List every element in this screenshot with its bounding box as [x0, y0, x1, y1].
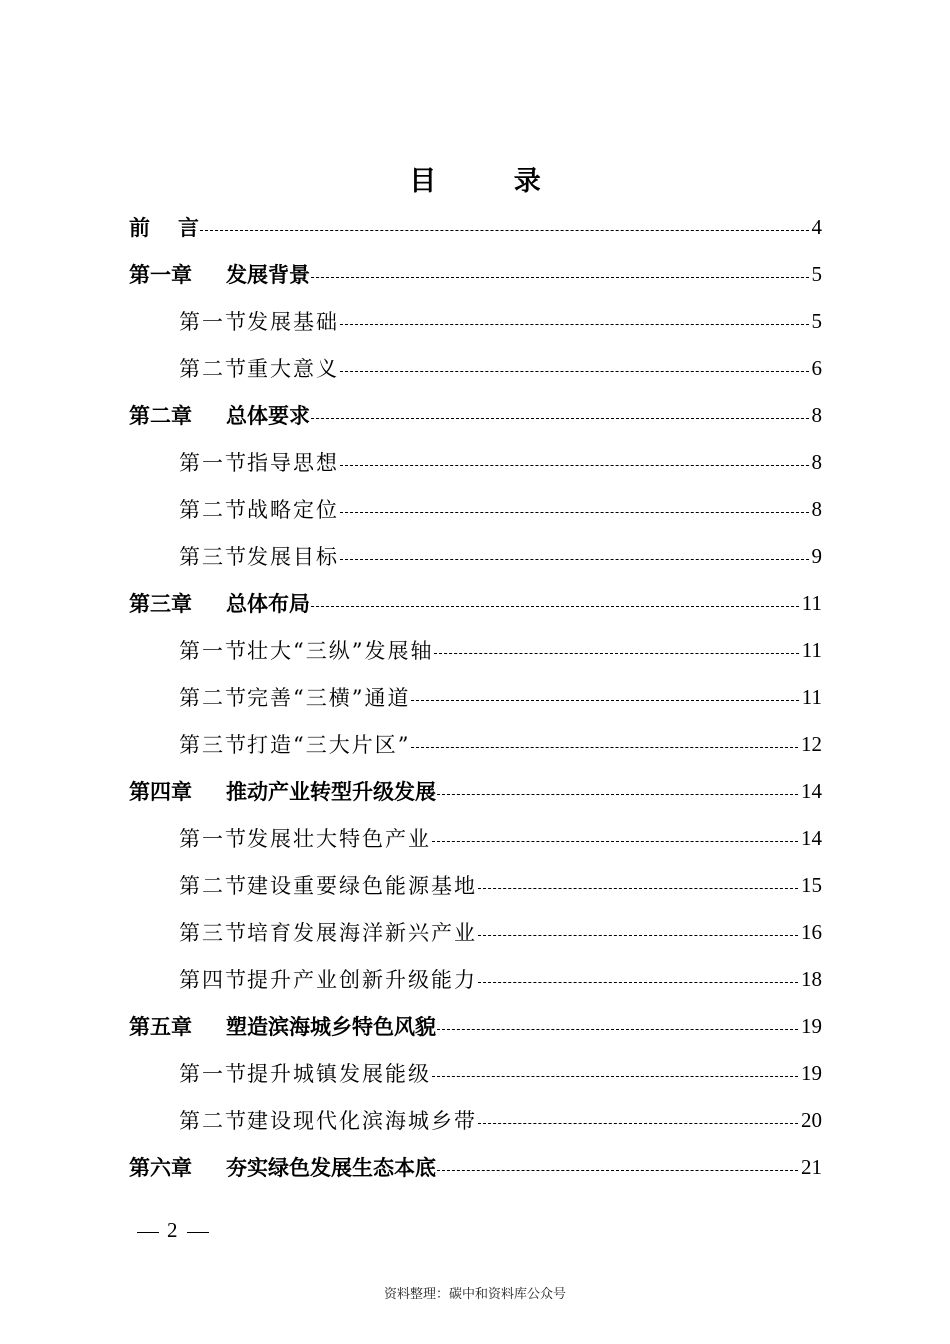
- toc-entry-number: 第二章: [129, 404, 192, 428]
- toc-entry-number: 第二节: [179, 357, 248, 381]
- toc-section-entry[interactable]: [179, 442, 822, 482]
- toc-dot-leader: [200, 230, 809, 231]
- toc-entry-number: 第三节: [179, 733, 248, 757]
- toc-entry-label: [179, 729, 410, 759]
- toc-dot-leader: [478, 935, 798, 936]
- toc-entry-text: 壮大“三纵”发展轴: [247, 639, 434, 663]
- toc-section-entry[interactable]: [179, 865, 822, 905]
- toc-dot-leader: [478, 888, 798, 889]
- toc-entry-label: [179, 823, 431, 853]
- toc-chapter-entry[interactable]: [129, 254, 822, 294]
- toc-entry-label: [179, 635, 433, 665]
- toc-entry-text: 发展基础: [247, 310, 339, 334]
- toc-page-number: 5: [811, 261, 822, 286]
- toc-entry-text: 塑造滨海城乡特色风貌: [226, 1015, 436, 1039]
- toc-page-number: 21: [801, 1154, 822, 1179]
- toc-entry-text: 指导思想: [247, 451, 339, 475]
- toc-entry-label: [129, 776, 436, 806]
- toc-entry-label: [179, 494, 339, 524]
- toc-dot-leader: [340, 371, 809, 372]
- toc-entry-number: 第一章: [129, 263, 192, 287]
- toc-entry-label: [129, 212, 199, 242]
- toc-entry-text: 发展目标: [247, 545, 339, 569]
- toc-entry-label: [179, 917, 477, 947]
- toc-entry-number: 第一节: [179, 310, 248, 334]
- toc-section-entry[interactable]: [179, 959, 822, 999]
- toc-page-number: 5: [811, 308, 822, 333]
- toc-dot-leader: [340, 512, 809, 513]
- toc-entry-number: 第三章: [129, 592, 192, 616]
- toc-page-number: 8: [811, 402, 822, 427]
- toc-chapter-entry[interactable]: [129, 771, 822, 811]
- toc-entry-text: 推动产业转型升级发展: [226, 780, 436, 804]
- toc-entry-label: [179, 964, 477, 994]
- toc-entry-text: 培育发展海洋新兴产业: [247, 921, 477, 945]
- toc-page-number: 15: [801, 872, 822, 897]
- toc-page-number: 11: [801, 684, 822, 709]
- toc-entry-number: 第一节: [179, 1062, 248, 1086]
- toc-entry-label: [179, 306, 339, 336]
- toc-dot-leader: [434, 653, 798, 654]
- toc-entry-text: 建设重要绿色能源基地: [247, 874, 477, 898]
- toc-entry-number: 第二节: [179, 498, 248, 522]
- toc-page-number: 16: [801, 919, 822, 944]
- toc-dot-leader: [478, 982, 798, 983]
- toc-dot-leader: [478, 1123, 798, 1124]
- toc-title: 目 录: [409, 166, 575, 197]
- toc-entry-text: 提升城镇发展能级: [247, 1062, 431, 1086]
- toc-page-number: 4: [811, 214, 822, 239]
- toc-entry-label: [179, 541, 339, 571]
- toc-dot-leader: [311, 277, 809, 278]
- toc-dot-leader: [432, 1076, 798, 1077]
- toc-section-entry[interactable]: [179, 912, 822, 952]
- toc-dot-leader: [340, 465, 809, 466]
- toc-chapter-entry[interactable]: [129, 395, 822, 435]
- toc-page-number: 11: [801, 637, 822, 662]
- toc-entry-label: [129, 259, 310, 289]
- toc-entry-text: 夯实绿色发展生态本底: [226, 1156, 436, 1180]
- toc-section-entry[interactable]: [179, 1053, 822, 1093]
- toc-page-number: 19: [801, 1060, 822, 1085]
- toc-entry-text: 打造“三大片区”: [247, 733, 411, 757]
- toc-entry-text: 发展壮大特色产业: [247, 827, 431, 851]
- toc-entry-number: 第六章: [129, 1156, 192, 1180]
- footer-dash-left: [137, 1232, 159, 1233]
- toc-entry-number: 第四章: [129, 780, 192, 804]
- toc-entry-text: 完善“三横”通道: [247, 686, 411, 710]
- toc-page-number: 12: [801, 731, 822, 756]
- toc-dot-leader: [411, 700, 798, 701]
- toc-entry-number: 第二节: [179, 874, 248, 898]
- toc-page-number: 8: [811, 449, 822, 474]
- toc-section-entry[interactable]: [179, 348, 822, 388]
- toc-chapter-entry[interactable]: [129, 583, 822, 623]
- toc-page-number: 6: [811, 355, 822, 380]
- toc-entry-label: [129, 588, 310, 618]
- toc-entry-text: 建设现代化滨海城乡带: [247, 1109, 477, 1133]
- toc-dot-leader: [437, 1170, 798, 1171]
- toc-section-entry[interactable]: [179, 724, 822, 764]
- toc-entry-label: [129, 400, 310, 430]
- toc-section-entry[interactable]: [179, 1100, 822, 1140]
- toc-entry-number: 第四节: [179, 968, 248, 992]
- toc-page-number: 9: [811, 543, 822, 568]
- toc-entry-label: [129, 1011, 436, 1041]
- toc-entry-label: [179, 353, 339, 383]
- toc-entry-number: 第一节: [179, 451, 248, 475]
- source-note: 资料整理：碳中和资料库公众号: [383, 1287, 566, 1302]
- toc-section-entry[interactable]: [179, 630, 822, 670]
- footer-page-number: 2: [167, 1218, 179, 1242]
- toc-page-number: 19: [801, 1013, 822, 1038]
- toc-section-entry[interactable]: [179, 489, 822, 529]
- toc-entry-text: 重大意义: [247, 357, 339, 381]
- toc-section-entry[interactable]: [179, 536, 822, 576]
- toc-dot-leader: [340, 559, 809, 560]
- toc-dot-leader: [311, 606, 799, 607]
- toc-page-number: 11: [801, 590, 822, 615]
- toc-entry-label: [179, 447, 339, 477]
- toc-entry-label: [179, 682, 410, 712]
- toc-entry-text: 总体布局: [226, 592, 310, 616]
- toc-entry-text: 发展背景: [226, 263, 310, 287]
- toc-section-entry[interactable]: [179, 818, 822, 858]
- toc-entry-number: 第二节: [179, 686, 248, 710]
- toc-entry-number: 第二节: [179, 1109, 248, 1133]
- toc-section-entry[interactable]: [179, 677, 822, 717]
- toc-dot-leader: [437, 1029, 798, 1030]
- toc-entry-text: 言: [178, 216, 199, 240]
- toc-entry-label: [179, 870, 477, 900]
- toc-entry-number: 第一节: [179, 827, 248, 851]
- toc-entry-label: [179, 1058, 431, 1088]
- toc-dot-leader: [437, 794, 798, 795]
- toc-entry-text: 总体要求: [226, 404, 310, 428]
- toc-dot-leader: [311, 418, 809, 419]
- toc-entry-number: 第三节: [179, 921, 248, 945]
- toc-chapter-entry[interactable]: [129, 207, 822, 247]
- toc-dot-leader: [411, 747, 798, 748]
- toc-chapter-entry[interactable]: [129, 1147, 822, 1187]
- toc-page-number: 18: [801, 966, 822, 991]
- toc-page-number: 14: [801, 825, 822, 850]
- toc-entry-label: [129, 1152, 436, 1182]
- toc-entry-label: [179, 1105, 477, 1135]
- toc-chapter-entry[interactable]: [129, 1006, 822, 1046]
- toc-dot-leader: [340, 324, 809, 325]
- page-footer: [129, 1218, 217, 1243]
- toc-entry-number: 第一节: [179, 639, 248, 663]
- toc-entry-text: 提升产业创新升级能力: [247, 968, 477, 992]
- footer-dash-right: [187, 1232, 209, 1233]
- toc-page-number: 20: [801, 1107, 822, 1132]
- toc-section-entry[interactable]: [179, 301, 822, 341]
- toc-dot-leader: [432, 841, 798, 842]
- toc-entry-number: 第五章: [129, 1015, 192, 1039]
- toc-page-number: 8: [811, 496, 822, 521]
- toc-page-number: 14: [801, 778, 822, 803]
- toc-entry-number: 前: [129, 216, 150, 240]
- toc-entry-text: 战略定位: [247, 498, 339, 522]
- toc-entry-number: 第三节: [179, 545, 248, 569]
